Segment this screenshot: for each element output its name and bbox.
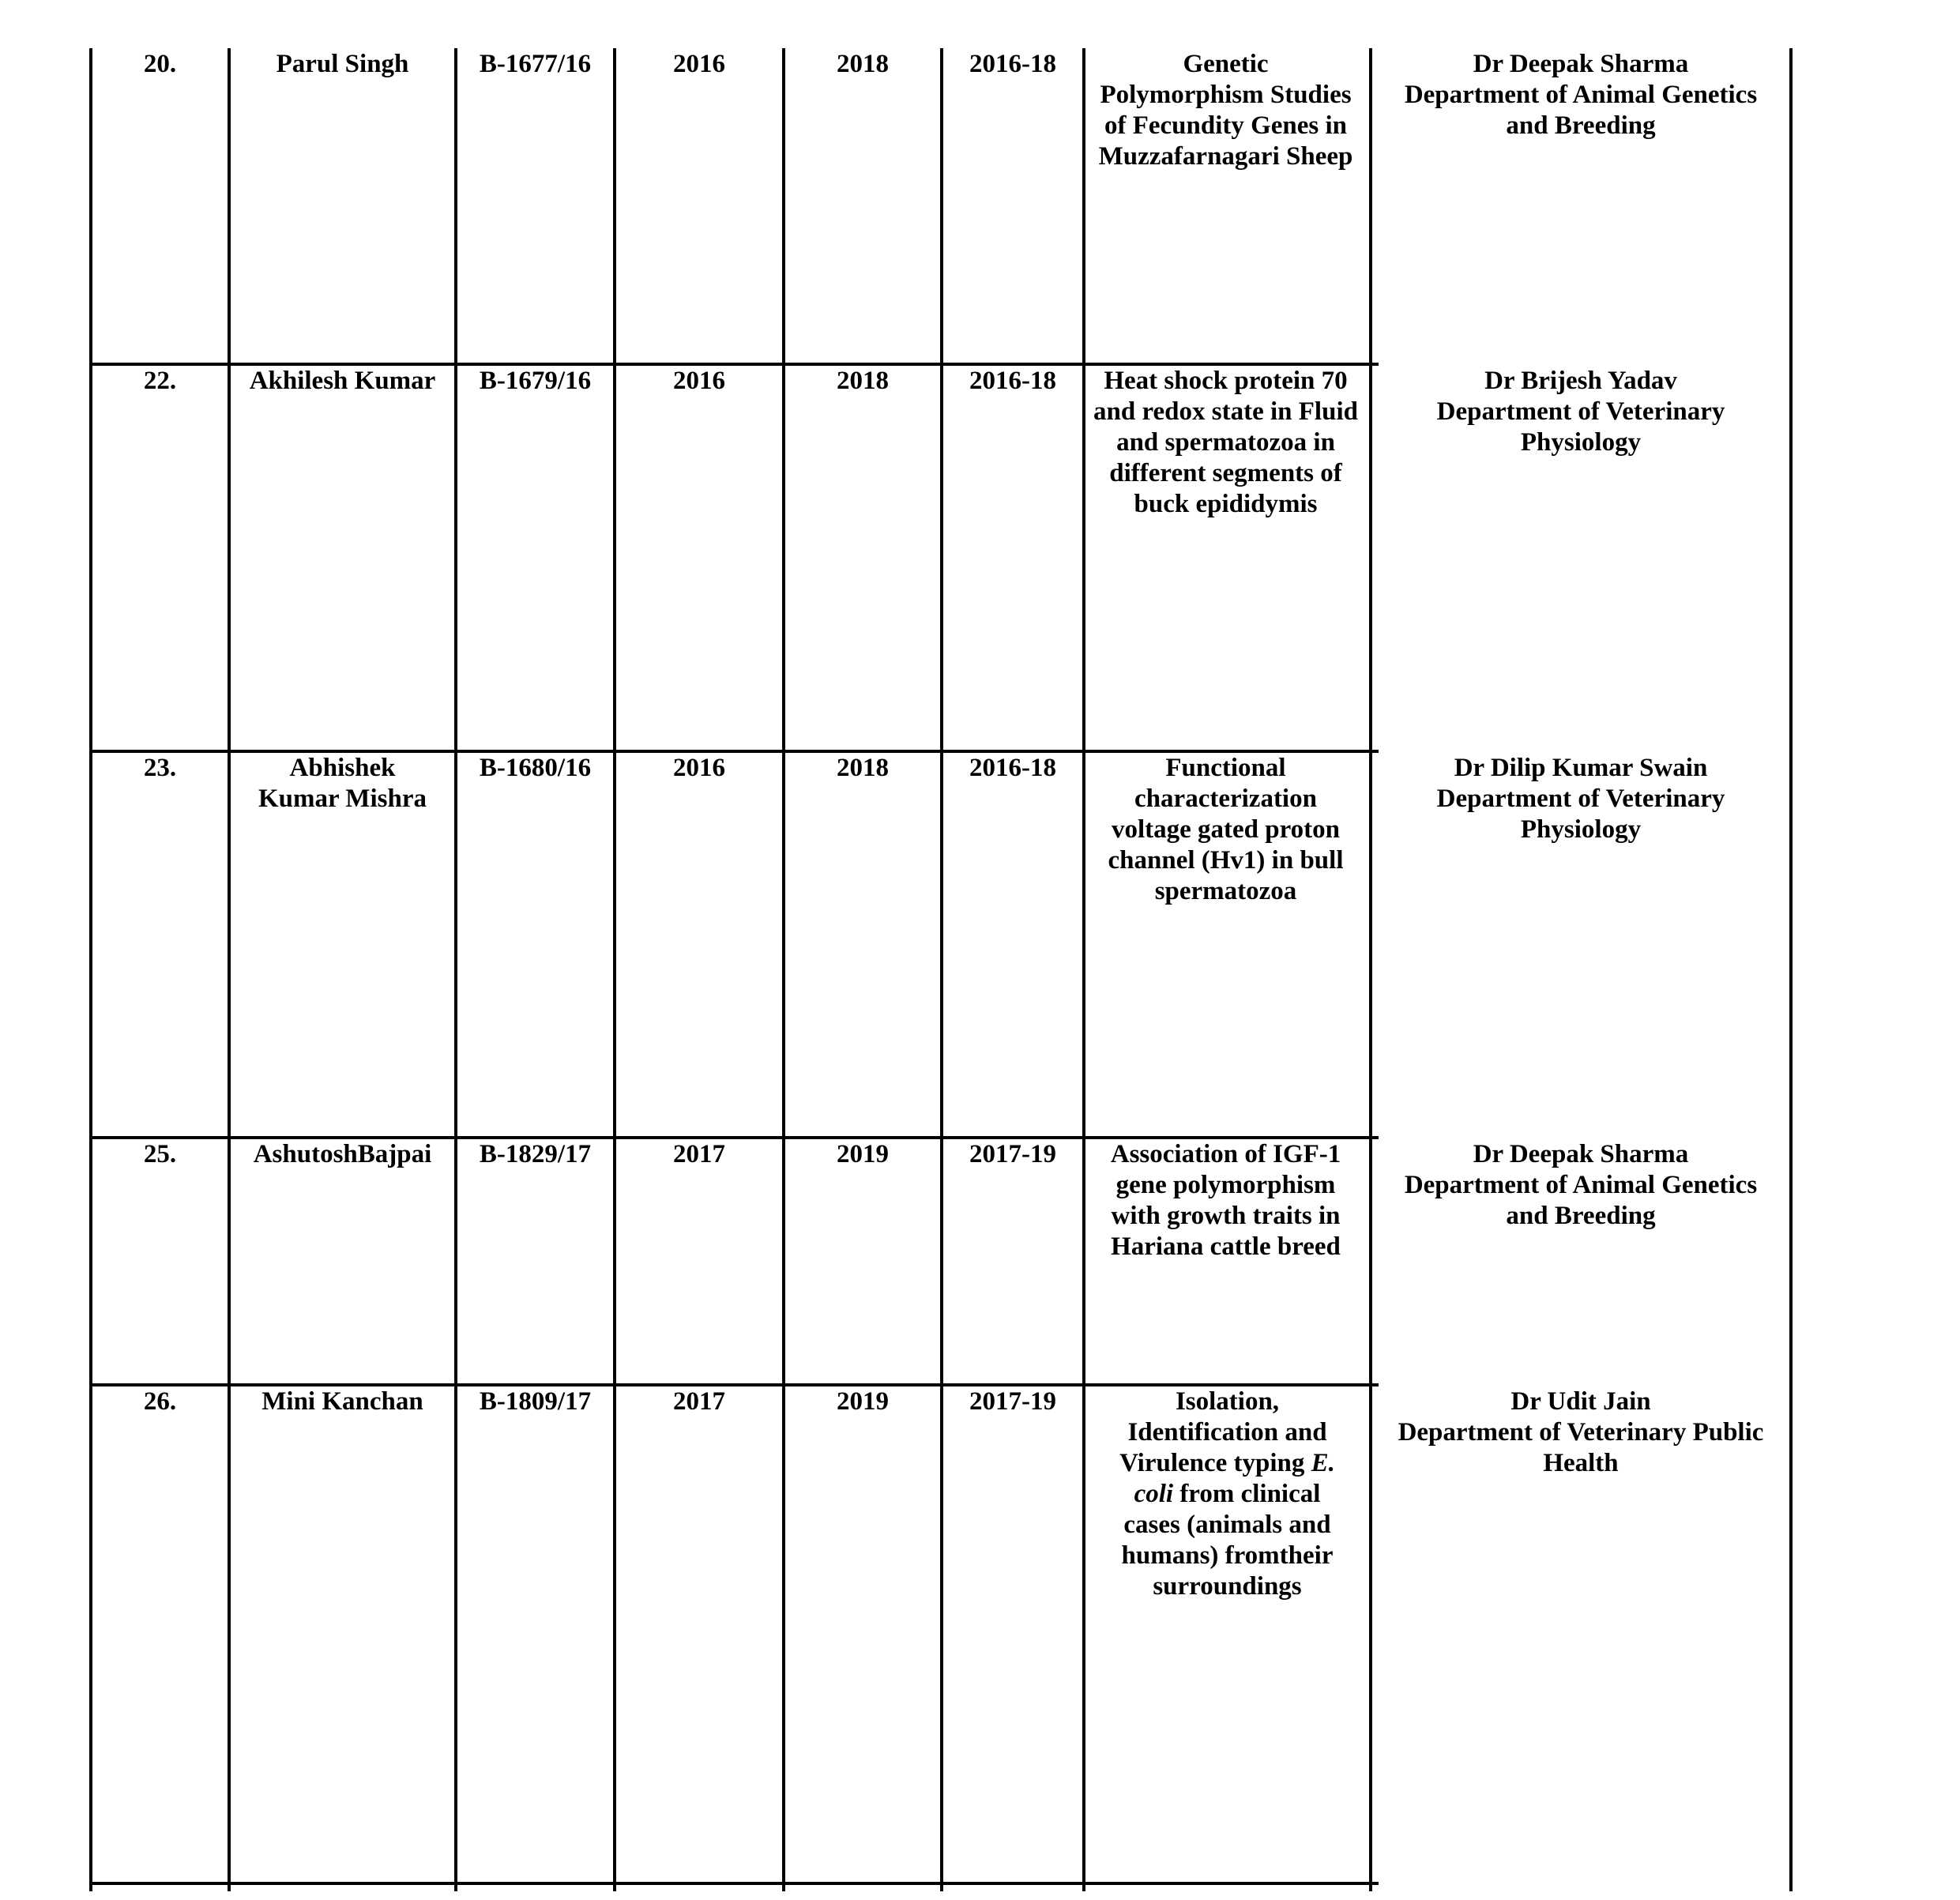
- advisor-department: Department of Animal Genetics and Breeding: [1404, 1171, 1758, 1230]
- organism-name: E. coli: [1134, 1449, 1335, 1508]
- column-divider: [228, 48, 231, 1891]
- serial-number: 20.: [143, 50, 177, 78]
- serial-number: 23.: [143, 754, 177, 782]
- completion-year: 2019: [837, 1387, 889, 1416]
- completion-year: 2019: [837, 1140, 889, 1168]
- advisor-department: Department of Animal Genetics and Breeding: [1404, 81, 1758, 140]
- column-divider: [1369, 48, 1372, 1891]
- thesis-title: Association of IGF-1 gene polymorphism with growth traits in Hariana cattle breed: [1110, 1140, 1341, 1261]
- thesis-title: Heat shock protein 70 and redox state in Fluid and spermatozoa in different segments of buck epididymis: [1093, 367, 1358, 518]
- student-name: AshutoshBajpai: [253, 1140, 432, 1168]
- student-name: Parul Singh: [276, 50, 409, 78]
- registration-number: B-1829/17: [479, 1140, 592, 1168]
- thesis-title: Genetic Polymorphism Studies of Fecundity Genes in Muzzafarnagari Sheep: [1098, 50, 1353, 171]
- advisor-name: Dr Udit Jain: [1510, 1387, 1651, 1416]
- thesis-title-text-continued: from clinical cases (animals and humans) fromtheir surroundings: [1121, 1480, 1334, 1601]
- session: 2016-18: [969, 367, 1056, 395]
- advisor-name: Dr Deepak Sharma: [1473, 50, 1689, 78]
- table-border-bottom: [89, 1882, 1379, 1885]
- student-name: Abhishek Kumar Mishra: [258, 754, 427, 813]
- completion-year: 2018: [837, 754, 889, 782]
- advisor-name: Dr Dilip Kumar Swain: [1454, 754, 1708, 782]
- registration-number: B-1679/16: [479, 367, 592, 395]
- advisor-department: Department of Veterinary Physiology: [1436, 784, 1725, 844]
- registration-number: B-1809/17: [479, 1387, 592, 1416]
- table-border-right: [1789, 48, 1793, 1891]
- admission-year: 2016: [673, 754, 725, 782]
- column-divider: [940, 48, 943, 1891]
- advisor-name: Dr Brijesh Yadav: [1484, 367, 1677, 395]
- student-name: Akhilesh Kumar: [249, 367, 436, 395]
- registration-number: B-1677/16: [479, 50, 592, 78]
- session: 2016-18: [969, 50, 1056, 78]
- column-divider: [613, 48, 616, 1891]
- advisor-department: Department of Veterinary Public Health: [1398, 1418, 1764, 1477]
- admission-year: 2017: [673, 1387, 725, 1416]
- serial-number: 25.: [143, 1140, 177, 1168]
- session: 2017-19: [969, 1387, 1056, 1416]
- completion-year: 2018: [837, 367, 889, 395]
- column-divider: [782, 48, 785, 1891]
- table-border-left: [89, 48, 92, 1891]
- session: 2016-18: [969, 754, 1056, 782]
- admission-year: 2017: [673, 1140, 725, 1168]
- advisor-department: Department of Veterinary Physiology: [1436, 397, 1725, 457]
- registration-number: B-1680/16: [479, 754, 592, 782]
- column-divider: [1082, 48, 1085, 1891]
- thesis-title: [1104, 1386, 1350, 1602]
- thesis-title-text: Isolation, Identification and Virulence typing: [1119, 1387, 1327, 1477]
- student-name: Mini Kanchan: [261, 1387, 423, 1416]
- admission-year: 2016: [673, 50, 725, 78]
- thesis-title: Functional characterization voltage gated proton channel (Hv1) in bull spermatozoa: [1108, 754, 1344, 905]
- advisor-name: Dr Deepak Sharma: [1473, 1140, 1689, 1168]
- completion-year: 2018: [837, 50, 889, 78]
- session: 2017-19: [969, 1140, 1056, 1168]
- serial-number: 22.: [143, 367, 177, 395]
- admission-year: 2016: [673, 367, 725, 395]
- column-divider: [454, 48, 457, 1891]
- serial-number: 26.: [143, 1387, 177, 1416]
